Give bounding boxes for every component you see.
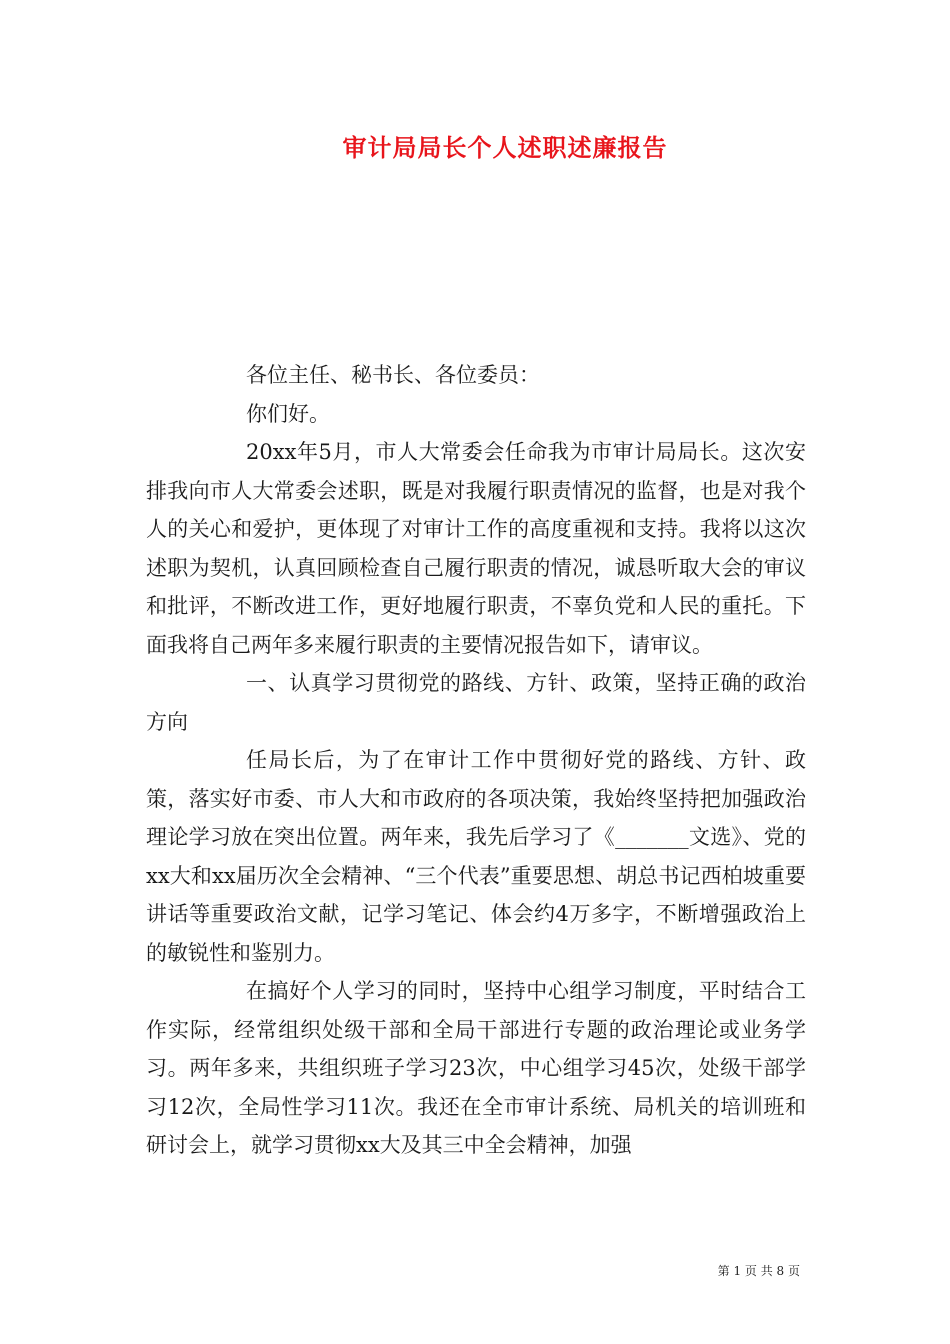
section-1-paragraph-2: 在搞好个人学习的同时，坚持中心组学习制度，平时结合工作实际，经常组织处级干部和全局干部进行专题的政治理论或业务学习。两年多来，共组织班子学习23次，中心组学习45次，处级干部学习12次，全局性学习11次。我还在全市审计系统、局机关的培训班和研讨会上，就学习贯彻xx大及其三中全会精神，加强 <box>146 979 806 1157</box>
document-body <box>146 356 806 1165</box>
greeting-paragraph: 你们好。 <box>246 401 330 426</box>
intro-paragraph: 20xx年5月，市人大常委会任命我为市审计局局长。这次安排我向市人大常委会述职，既是对我履行职责情况的监督，也是对我个人的关心和爱护，更体现了对审计工作的高度重视和支持。我将以这次述职为契机，认真回顾检查自己履行职责的情况，诚恳听取大会的审议和批评，不断改进工作，更好地履行职责，不辜负党和人民的重托。下面我将自己两年多来履行职责的主要情况报告如下，请审议。 <box>146 440 806 657</box>
section-heading-1: 一、认真学习贯彻党的路线、方针、政策，坚持正确的政治方向 <box>146 671 806 734</box>
section-1-paragraph-1: 任局长后，为了在审计工作中贯彻好党的路线、方针、政策，落实好市委、市人大和市政府的各项决策，我始终坚持把加强政治理论学习放在突出位置。两年来，我先后学习了《_______文选》、党的xx大和xx届历次全会精神、“三个代表”重要思想、胡总书记西柏坡重要讲话等重要政治文献，记学习笔记、体会约4万多字，不断增强政治上的敏锐性和鉴别力。 <box>146 748 806 965</box>
salutation-paragraph: 各位主任、秘书长、各位委员： <box>246 363 540 387</box>
document-title: 审计局局长个人述职述廉报告 <box>342 133 668 162</box>
page-number-footer: 第 1 页 共 8 页 <box>717 1264 800 1278</box>
